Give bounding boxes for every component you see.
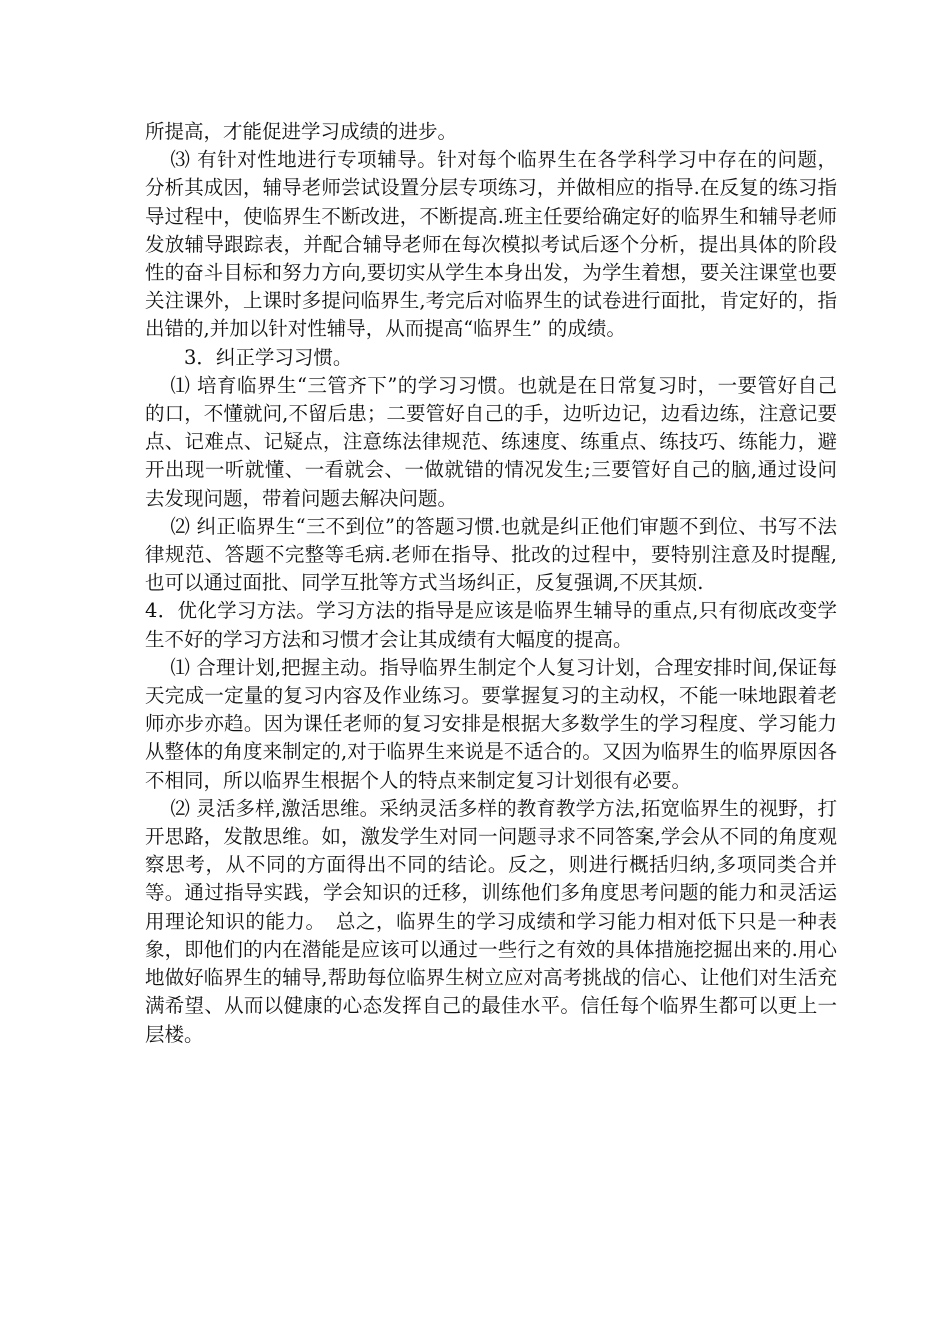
paragraph-three-not-in-place: ⑵ 纠正临界生“三不到位”的答题习惯.也就是纠正他们审题不到位、书写不法律规范、答题不完整等毛病.老师在指导、批改的过程中，要特别注意及时提醒,也可以通过面批、同学互批等方式当场纠正，反复强调,不厌其烦.: [145, 514, 837, 595]
paragraph-three-controls: ⑴ 培育临界生“三管齐下”的学习习惯。也就是在日常复习时，一要管好自己的口，不懂就问,不留后患；二要管好自己的手，边听边记，边看边练，注意记要点、记难点、记疑点，注意练法律规范、练速度、练重点、练技巧、练能力，避开出现一听就懂、一看就会、一做就错的情况发生;三要管好自己的脑,通过设问去发现问题，带着问题去解决问题。: [145, 373, 837, 510]
paragraph-flexible-thinking: ⑵ 灵活多样,激活思维。采纳灵活多样的教育教学方法,拓宽临界生的视野，打开思路，发散思维。如，激发学生对同一问题寻求不同答案,学会从不同的角度观察思考，从不同的方面得出不同的结论。反之，则进行概括归纳,多项同类合并等。通过指导实践，学会知识的迁移，训练他们多角度思考问题的能力和灵活运用理论知识的能力。 总之，临界生的学习成绩和学习能力相对低下只是一种表象，即他们的内在潜能是应该可以通过一些行之有效的具体措施挖掘出来的.用心地做好临界生的辅导,帮助每位临界生树立应对高考挑战的信心、让他们对生活充满希望、从而以健康的心态发挥自己的最佳水平。信任每个临界生都可以更上一层楼。: [145, 796, 837, 1046]
paragraph-reasonable-plan: ⑴ 合理计划,把握主动。指导临界生制定个人复习计划，合理安排时间,保证每天完成一定量的复习内容及作业练习。要掌握复习的主动权，不能一味地跟着老师亦步亦趋。因为课任老师的复习安排是根据大多数学生的学习程度、学习能力从整体的角度来制定的,对于临界生来说是不适合的。又因为临界生的临界原因各不相同，所以临界生根据个人的特点来制定复习计划很有必要。: [145, 655, 837, 792]
paragraph-continuation: 所提高，才能促进学习成绩的进步。: [145, 120, 458, 143]
section-heading-optimize-methods: 4．优化学习方法。学习方法的指导是应该是临界生辅导的重点,只有彻底改变学生不好的学习方法和习惯才会让其成绩有大幅度的提高。: [145, 599, 837, 651]
document-page: [145, 118, 837, 1049]
paragraph-targeted-tutoring: ⑶ 有针对性地进行专项辅导。针对每个临界生在各学科学习中存在的问题，分析其成因，辅导老师尝试设置分层专项练习，并做相应的指导.在反复的练习指导过程中，使临界生不断改进，不断提高.班主任要给确定好的临界生和辅导老师发放辅导跟踪表，并配合辅导老师在每次模拟考试后逐个分析，提出具体的阶段性的奋斗目标和努力方向,要切实从学生本身出发，为学生着想，要关注课堂也要关注课外，上课时多提问临界生,考完后对临界生的试卷进行面批，肯定好的，指出错的,并加以针对性辅导，从而提高“临界生” 的成绩。: [145, 148, 837, 341]
section-heading-correct-habits: 3．纠正学习习惯。: [184, 345, 353, 369]
